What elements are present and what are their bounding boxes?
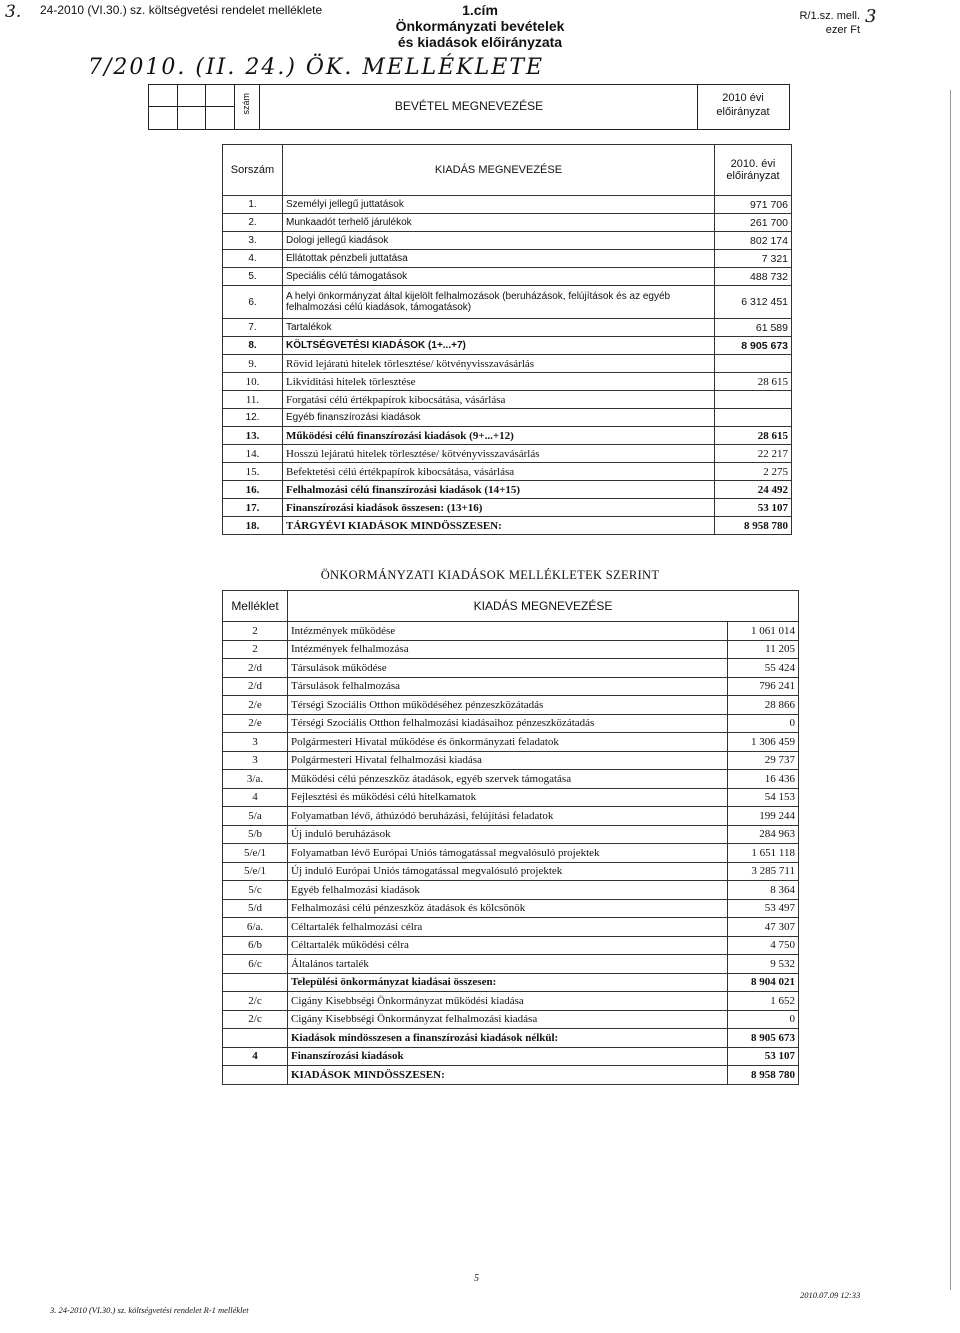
table-row xyxy=(223,232,792,250)
row-value: 53 497 xyxy=(727,899,798,918)
page-number: 5 xyxy=(474,1273,479,1284)
table-row xyxy=(223,499,792,517)
row-label: Intézmények felhalmozása xyxy=(288,640,728,659)
footer-left: 3. 24-2010 (VI.30.) sz. költségvetési rendelet R-1 melléklet xyxy=(50,1305,249,1315)
row-number: 2 xyxy=(223,622,288,641)
row-number: 12. xyxy=(223,409,283,427)
row-value: 1 061 014 xyxy=(727,622,798,641)
row-label: Általános tartalék xyxy=(288,955,728,974)
row-number: 3 xyxy=(223,751,288,770)
row-value: 284 963 xyxy=(727,825,798,844)
row-label: Folyamatban lévő Európai Uniós támogatással megvalósuló projektek xyxy=(288,844,728,863)
row-label: Új induló beruházások xyxy=(288,825,728,844)
annex-col-header-no: Melléklet xyxy=(223,591,288,622)
row-value: 4 750 xyxy=(727,936,798,955)
row-label: Hosszú lejáratú hitelek törlesztése/ kötvényvisszavásárlás xyxy=(283,445,715,463)
row-number: 2/d xyxy=(223,659,288,678)
revenue-year-line2: előirányzat xyxy=(716,106,770,118)
row-number: 6/a. xyxy=(223,918,288,937)
row-number: 15. xyxy=(223,463,283,481)
row-label: Intézmények működése xyxy=(288,622,728,641)
row-label: Finanszírozási kiadások összesen: (13+16) xyxy=(283,499,715,517)
regulation-reference: 24-2010 (VI.30.) sz. költségvetési rendelet melléklete xyxy=(40,3,323,17)
row-label: Cigány Kisebbségi Önkormányzat felhalmozási kiadása xyxy=(288,1010,728,1029)
row-label: Cigány Kisebbségi Önkormányzat működési kiadása xyxy=(288,992,728,1011)
row-number: 2/d xyxy=(223,677,288,696)
row-number: 2/c xyxy=(223,992,288,1011)
row-value: 8 958 780 xyxy=(715,517,792,535)
table-row xyxy=(223,463,792,481)
row-value: 53 107 xyxy=(727,1047,798,1066)
row-number: 6/c xyxy=(223,955,288,974)
row-number xyxy=(223,1066,288,1085)
table-row xyxy=(223,973,799,992)
revenue-year-header xyxy=(697,91,789,119)
row-value: 6 312 451 xyxy=(715,286,792,319)
row-label: Térségi Szociális Otthon felhalmozási kiadásaihoz pénzeszközátadás xyxy=(288,714,728,733)
table-row xyxy=(223,1010,799,1029)
col-header-year-2: előirányzat xyxy=(726,170,780,182)
annex-col-header-name: KIADÁS MEGNEVEZÉSE xyxy=(288,591,799,622)
row-label: KÖLTSÉGVETÉSI KIADÁSOK (1+...+7) xyxy=(283,337,715,355)
row-number: 5/e/1 xyxy=(223,844,288,863)
row-label: Forgatási célú értékpapírok kibocsátása, vásárlása xyxy=(283,391,715,409)
col-header-name: KIADÁS MEGNEVEZÉSE xyxy=(283,145,715,196)
row-label: Munkaadót terhelő járulékok xyxy=(283,214,715,232)
row-value: 28 615 xyxy=(715,427,792,445)
row-label: Ellátottak pénzbeli juttatása xyxy=(283,250,715,268)
table-row xyxy=(223,825,799,844)
row-label: Befektetési célú értékpapírok kibocsátása, vásárlása xyxy=(283,463,715,481)
table-row xyxy=(223,807,799,826)
table-row xyxy=(223,481,792,499)
table-row xyxy=(223,733,799,752)
table-row xyxy=(223,337,792,355)
row-number: 18. xyxy=(223,517,283,535)
row-label: Tartalékok xyxy=(283,319,715,337)
row-label: Kiadások mindösszesen a finanszírozási kiadások nélkül: xyxy=(288,1029,728,1048)
scan-edge xyxy=(950,90,951,1290)
title-line-2: Önkormányzati bevételek xyxy=(395,18,565,34)
row-number: 17. xyxy=(223,499,283,517)
row-label: Folyamatban lévő, áthúzódó beruházási, felújítási feladatok xyxy=(288,807,728,826)
table-row xyxy=(223,427,792,445)
row-value: 796 241 xyxy=(727,677,798,696)
row-label: Céltartalék működési célra xyxy=(288,936,728,955)
row-label: Felhalmozási célú pénzeszköz átadások és kölcsönök xyxy=(288,899,728,918)
row-number: 5/d xyxy=(223,899,288,918)
row-value: 8 958 780 xyxy=(727,1066,798,1085)
row-value: 8 905 673 xyxy=(727,1029,798,1048)
row-value: 488 732 xyxy=(715,268,792,286)
table-row xyxy=(223,268,792,286)
expenditure-table-header xyxy=(223,145,792,196)
annex-table-header xyxy=(223,591,799,622)
col-header-no: Sorszám xyxy=(223,145,283,196)
row-value: 1 652 xyxy=(727,992,798,1011)
table-row xyxy=(223,1047,799,1066)
row-number: 3 xyxy=(223,733,288,752)
row-label: Dologi jellegű kiadások xyxy=(283,232,715,250)
handwritten-mark-left: 3. xyxy=(5,2,22,22)
row-value: 261 700 xyxy=(715,214,792,232)
row-value: 7 321 xyxy=(715,250,792,268)
table-row xyxy=(223,286,792,319)
row-label: Polgármesteri Hivatal felhalmozási kiadása xyxy=(288,751,728,770)
table-row xyxy=(223,770,799,789)
table-row xyxy=(223,391,792,409)
row-number: 5/c xyxy=(223,881,288,900)
row-label: Polgármesteri Hivatal működése és önkormányzati feladatok xyxy=(288,733,728,752)
row-number: 6. xyxy=(223,286,283,319)
table-row xyxy=(223,517,792,535)
row-number: 16. xyxy=(223,481,283,499)
table-row xyxy=(223,1029,799,1048)
row-number: 4 xyxy=(223,788,288,807)
row-label: Felhalmozási célú finanszírozási kiadások (14+15) xyxy=(283,481,715,499)
table-row xyxy=(223,409,792,427)
row-label: Új induló Európai Uniós támogatással megvalósuló projektek xyxy=(288,862,728,881)
row-label: Egyéb finanszírozási kiadások xyxy=(283,409,715,427)
row-value: 28 866 xyxy=(727,696,798,715)
table-row xyxy=(223,862,799,881)
table-row xyxy=(223,844,799,863)
row-number: 2. xyxy=(223,214,283,232)
col-header-year xyxy=(715,145,792,196)
annex-ref: R/1.sz. mell. xyxy=(799,10,860,22)
rev-cell-3 xyxy=(205,85,235,129)
row-value: 54 153 xyxy=(727,788,798,807)
annex-reference xyxy=(760,9,860,37)
handwritten-note: 7/2010. (II. 24.) ÖK. MELLÉKLETE xyxy=(88,55,545,80)
unit-label: ezer Ft xyxy=(825,24,860,36)
row-value: 61 589 xyxy=(715,319,792,337)
row-value xyxy=(715,391,792,409)
row-label: Társulások működése xyxy=(288,659,728,678)
row-value: 29 737 xyxy=(727,751,798,770)
rev-cell-1 xyxy=(149,85,178,129)
row-number: 9. xyxy=(223,355,283,373)
row-number: 5/b xyxy=(223,825,288,844)
expenditure-table xyxy=(222,144,792,535)
row-value: 971 706 xyxy=(715,196,792,214)
table-row xyxy=(223,622,799,641)
row-number: 2/e xyxy=(223,714,288,733)
row-value: 53 107 xyxy=(715,499,792,517)
row-label: A helyi önkormányzat által kijelölt felhalmozások (beruházások, felújítások és az egyéb felhalmozási célú kiadások, támogatások) xyxy=(283,286,715,319)
row-number: 13. xyxy=(223,427,283,445)
table-row xyxy=(223,788,799,807)
rev-inner-divider xyxy=(149,106,234,107)
table-row xyxy=(223,373,792,391)
col-header-year-1: 2010. évi xyxy=(730,158,776,170)
row-value: 47 307 xyxy=(727,918,798,937)
row-number: 10. xyxy=(223,373,283,391)
row-number xyxy=(223,973,288,992)
row-number: 3/a. xyxy=(223,770,288,789)
row-label: Finanszírozási kiadások xyxy=(288,1047,728,1066)
row-number: 1. xyxy=(223,196,283,214)
row-number: 5. xyxy=(223,268,283,286)
revenue-vertical-label: szám xyxy=(241,93,251,115)
table-row xyxy=(223,936,799,955)
row-label: Likviditási hitelek törlesztése xyxy=(283,373,715,391)
row-value: 3 285 711 xyxy=(727,862,798,881)
row-value: 1 306 459 xyxy=(727,733,798,752)
table-row xyxy=(223,751,799,770)
row-value xyxy=(715,355,792,373)
row-number: 2/c xyxy=(223,1010,288,1029)
table-row xyxy=(223,250,792,268)
revenue-title: BEVÉTEL MEGNEVEZÉSE xyxy=(394,99,544,113)
row-number: 3. xyxy=(223,232,283,250)
table-row xyxy=(223,445,792,463)
title-line-1: 1.cím xyxy=(462,2,498,18)
footer-timestamp: 2010.07.09 12:33 xyxy=(800,1290,861,1300)
handwritten-mark-right: 3 xyxy=(865,6,877,27)
document-title xyxy=(380,2,580,50)
row-label: TÁRGYÉVI KIADÁSOK MINDÖSSZESEN: xyxy=(283,517,715,535)
row-label: Működési célú finanszírozási kiadások (9+...+12) xyxy=(283,427,715,445)
table-row xyxy=(223,992,799,1011)
row-number: 2 xyxy=(223,640,288,659)
row-value: 1 651 118 xyxy=(727,844,798,863)
row-label: Személyi jellegű juttatások xyxy=(283,196,715,214)
row-number: 7. xyxy=(223,319,283,337)
row-label: Speciális célú támogatások xyxy=(283,268,715,286)
table-row xyxy=(223,714,799,733)
row-value: 28 615 xyxy=(715,373,792,391)
row-value: 0 xyxy=(727,714,798,733)
row-number: 2/e xyxy=(223,696,288,715)
row-label: Térségi Szociális Otthon működéséhez pénzeszközátadás xyxy=(288,696,728,715)
row-number: 5/a xyxy=(223,807,288,826)
revenue-year-line1: 2010 évi xyxy=(722,92,764,104)
table-row xyxy=(223,659,799,678)
row-number: 14. xyxy=(223,445,283,463)
row-value xyxy=(715,409,792,427)
row-label: Céltartalék felhalmozási célra xyxy=(288,918,728,937)
table-row xyxy=(223,918,799,937)
row-value: 8 904 021 xyxy=(727,973,798,992)
row-number: 11. xyxy=(223,391,283,409)
table-row xyxy=(223,214,792,232)
table-row xyxy=(223,640,799,659)
table-row xyxy=(223,899,799,918)
row-label: Működési célú pénzeszköz átadások, egyéb szervek támogatása xyxy=(288,770,728,789)
row-value: 9 532 xyxy=(727,955,798,974)
row-value: 0 xyxy=(727,1010,798,1029)
row-value: 16 436 xyxy=(727,770,798,789)
table-row xyxy=(223,1066,799,1085)
table-row xyxy=(223,955,799,974)
row-value: 24 492 xyxy=(715,481,792,499)
row-label: Települési önkormányzat kiadásai összesen: xyxy=(288,973,728,992)
row-value: 55 424 xyxy=(727,659,798,678)
title-line-3: és kiadások előirányzata xyxy=(397,34,563,50)
table-row xyxy=(223,677,799,696)
row-value: 802 174 xyxy=(715,232,792,250)
table-row xyxy=(223,319,792,337)
section-title: ÖNKORMÁNYZATI KIADÁSOK MELLÉKLETEK SZERINT xyxy=(320,568,660,582)
table-row xyxy=(223,196,792,214)
row-label: Fejlesztési és működési célú hitelkamatok xyxy=(288,788,728,807)
row-label: Egyéb felhalmozási kiadások xyxy=(288,881,728,900)
row-value: 2 275 xyxy=(715,463,792,481)
row-number: 4. xyxy=(223,250,283,268)
row-value: 22 217 xyxy=(715,445,792,463)
table-row xyxy=(223,696,799,715)
row-number: 4 xyxy=(223,1047,288,1066)
row-number: 8. xyxy=(223,337,283,355)
row-value: 8 905 673 xyxy=(715,337,792,355)
row-label: KIADÁSOK MINDÖSSZESEN: xyxy=(288,1066,728,1085)
annex-table xyxy=(222,590,799,1085)
table-row xyxy=(223,355,792,373)
row-number xyxy=(223,1029,288,1048)
rev-cell-2 xyxy=(177,85,206,129)
row-label: Rövid lejáratú hitelek törlesztése/ kötvényvisszavásárlás xyxy=(283,355,715,373)
revenue-header-box xyxy=(148,84,790,130)
row-value: 199 244 xyxy=(727,807,798,826)
table-row xyxy=(223,881,799,900)
row-value: 11 205 xyxy=(727,640,798,659)
row-label: Társulások felhalmozása xyxy=(288,677,728,696)
row-value: 8 364 xyxy=(727,881,798,900)
row-number: 5/e/1 xyxy=(223,862,288,881)
row-number: 6/b xyxy=(223,936,288,955)
